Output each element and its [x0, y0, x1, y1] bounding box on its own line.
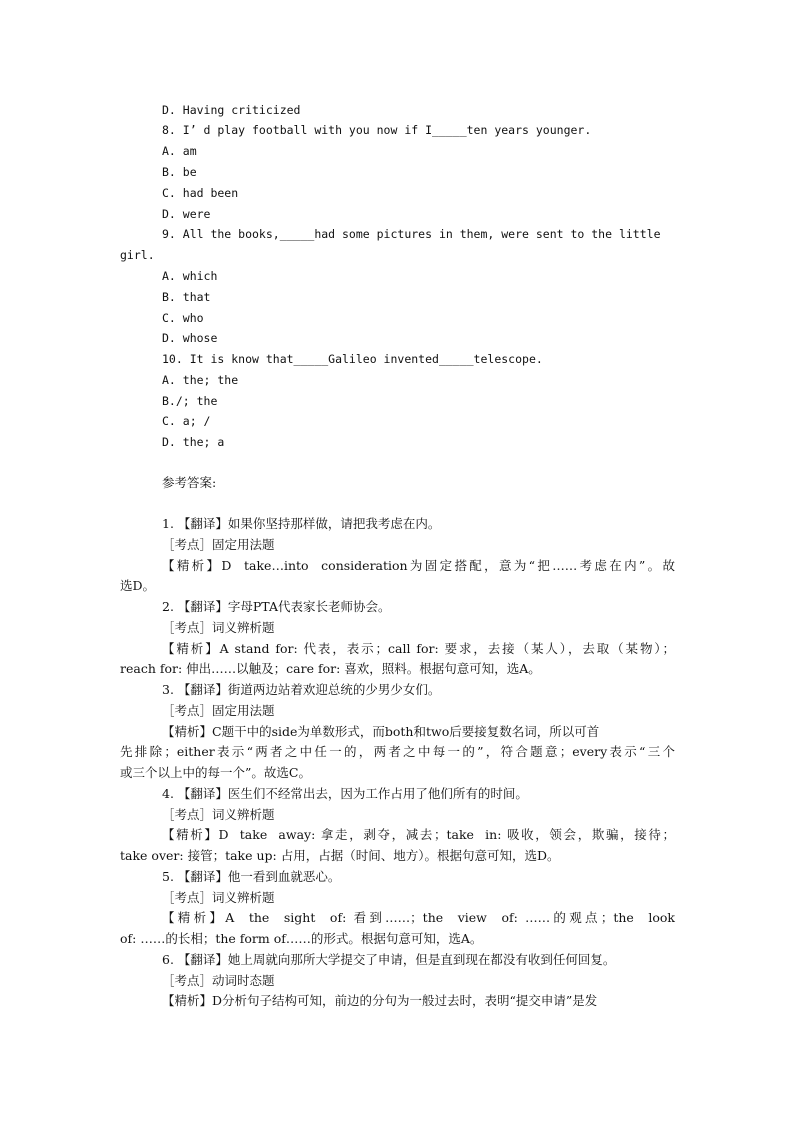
q10-option-c: C. a; /: [162, 414, 211, 428]
q9-stem-line2: girl.: [120, 248, 155, 262]
answer-line: 先排除；either表示“两者之中任一的，两者之中每一的”，符合题意；every表示“三个: [120, 744, 675, 759]
q9-option-a: A. which: [162, 269, 218, 283]
answers-heading: 参考答案:: [162, 475, 217, 490]
answer-line: ［考点］词义辨析题: [162, 890, 275, 905]
answer-line: 或三个以上中的每一个”。故选C。: [120, 765, 311, 780]
answer-line: of: ……的长相；the form of……的形式。根据句意可知，选A。: [120, 931, 483, 946]
answer-line: reach for: 伸出……以触及；care for: 喜欢，照料。根据句意可知，选A。: [120, 661, 541, 676]
answer-line: ［考点］固定用法题: [162, 703, 275, 718]
answer-line: 【精析】D take…into consideration为固定搭配，意为“把……考虑在内”。故: [162, 558, 675, 573]
answer-line: 1. 【翻译】如果你坚持那样做，请把我考虑在内。: [162, 516, 441, 531]
answer-line: 选D。: [120, 578, 156, 593]
q8-option-d: D. were: [162, 207, 211, 221]
answer-line: take over: 接管；take up: 占用，占据（时间、地方）。根据句意可知，选D。: [120, 848, 560, 863]
answer-line: 3. 【翻译】街道两边站着欢迎总统的少男少女们。: [162, 682, 441, 697]
q9-option-d: D. whose: [162, 331, 218, 345]
answer-line: 5. 【翻译】他一看到血就恶心。: [162, 869, 341, 884]
q8-option-b: B. be: [162, 165, 197, 179]
answer-line: 【精析】A stand for: 代表，表示；call for: 要求，去接（某人），去取（某物）；: [162, 641, 675, 656]
q8-option-c: C. had been: [162, 186, 239, 200]
answer-line: 6. 【翻译】她上周就向那所大学提交了申请，但是直到现在都没有收到任何回复。: [162, 952, 616, 967]
answer-line: 4. 【翻译】医生们不经常出去，因为工作占用了他们所有的时间。: [162, 786, 528, 801]
q10-option-a: A. the; the: [162, 373, 239, 387]
q7-option-d: D. Having criticized: [162, 103, 301, 117]
q8-stem: 8. I’ d play football with you now if I_____ten years younger.: [162, 123, 592, 137]
q8-option-a: A. am: [162, 144, 197, 158]
q10-option-b: B./; the: [162, 394, 218, 408]
q10-option-d: D. the; a: [162, 435, 225, 449]
answer-line: ［考点］词义辨析题: [162, 807, 275, 822]
q9-option-c: C. who: [162, 311, 204, 325]
answer-line: 2. 【翻译】字母PTA代表家长老师协会。: [162, 599, 391, 614]
answer-line: 【精析】D分析句子结构可知，前边的分句为一般过去时，表明“提交申请”是发: [162, 993, 598, 1008]
q10-stem: 10. It is know that_____Galileo invented_____telescope.: [162, 352, 543, 366]
answer-line: 【精析】A the sight of: 看到……；the view of: ……的观点；the look: [162, 910, 675, 925]
q9-option-b: B. that: [162, 290, 211, 304]
answer-line: ［考点］固定用法题: [162, 537, 275, 552]
answer-line: 【精析】C题干中的side为单数形式，而both和two后要接复数名词，所以可首: [162, 724, 600, 739]
q9-stem-line1: 9. All the books,_____had some pictures in them, were sent to the little: [162, 227, 661, 241]
answer-line: 【精析】D take away: 拿走，剥夺，减去；take in: 吸收，领会，欺骗，接待；: [162, 827, 675, 842]
answer-line: ［考点］词义辨析题: [162, 620, 275, 635]
answer-line: ［考点］动词时态题: [162, 973, 275, 988]
